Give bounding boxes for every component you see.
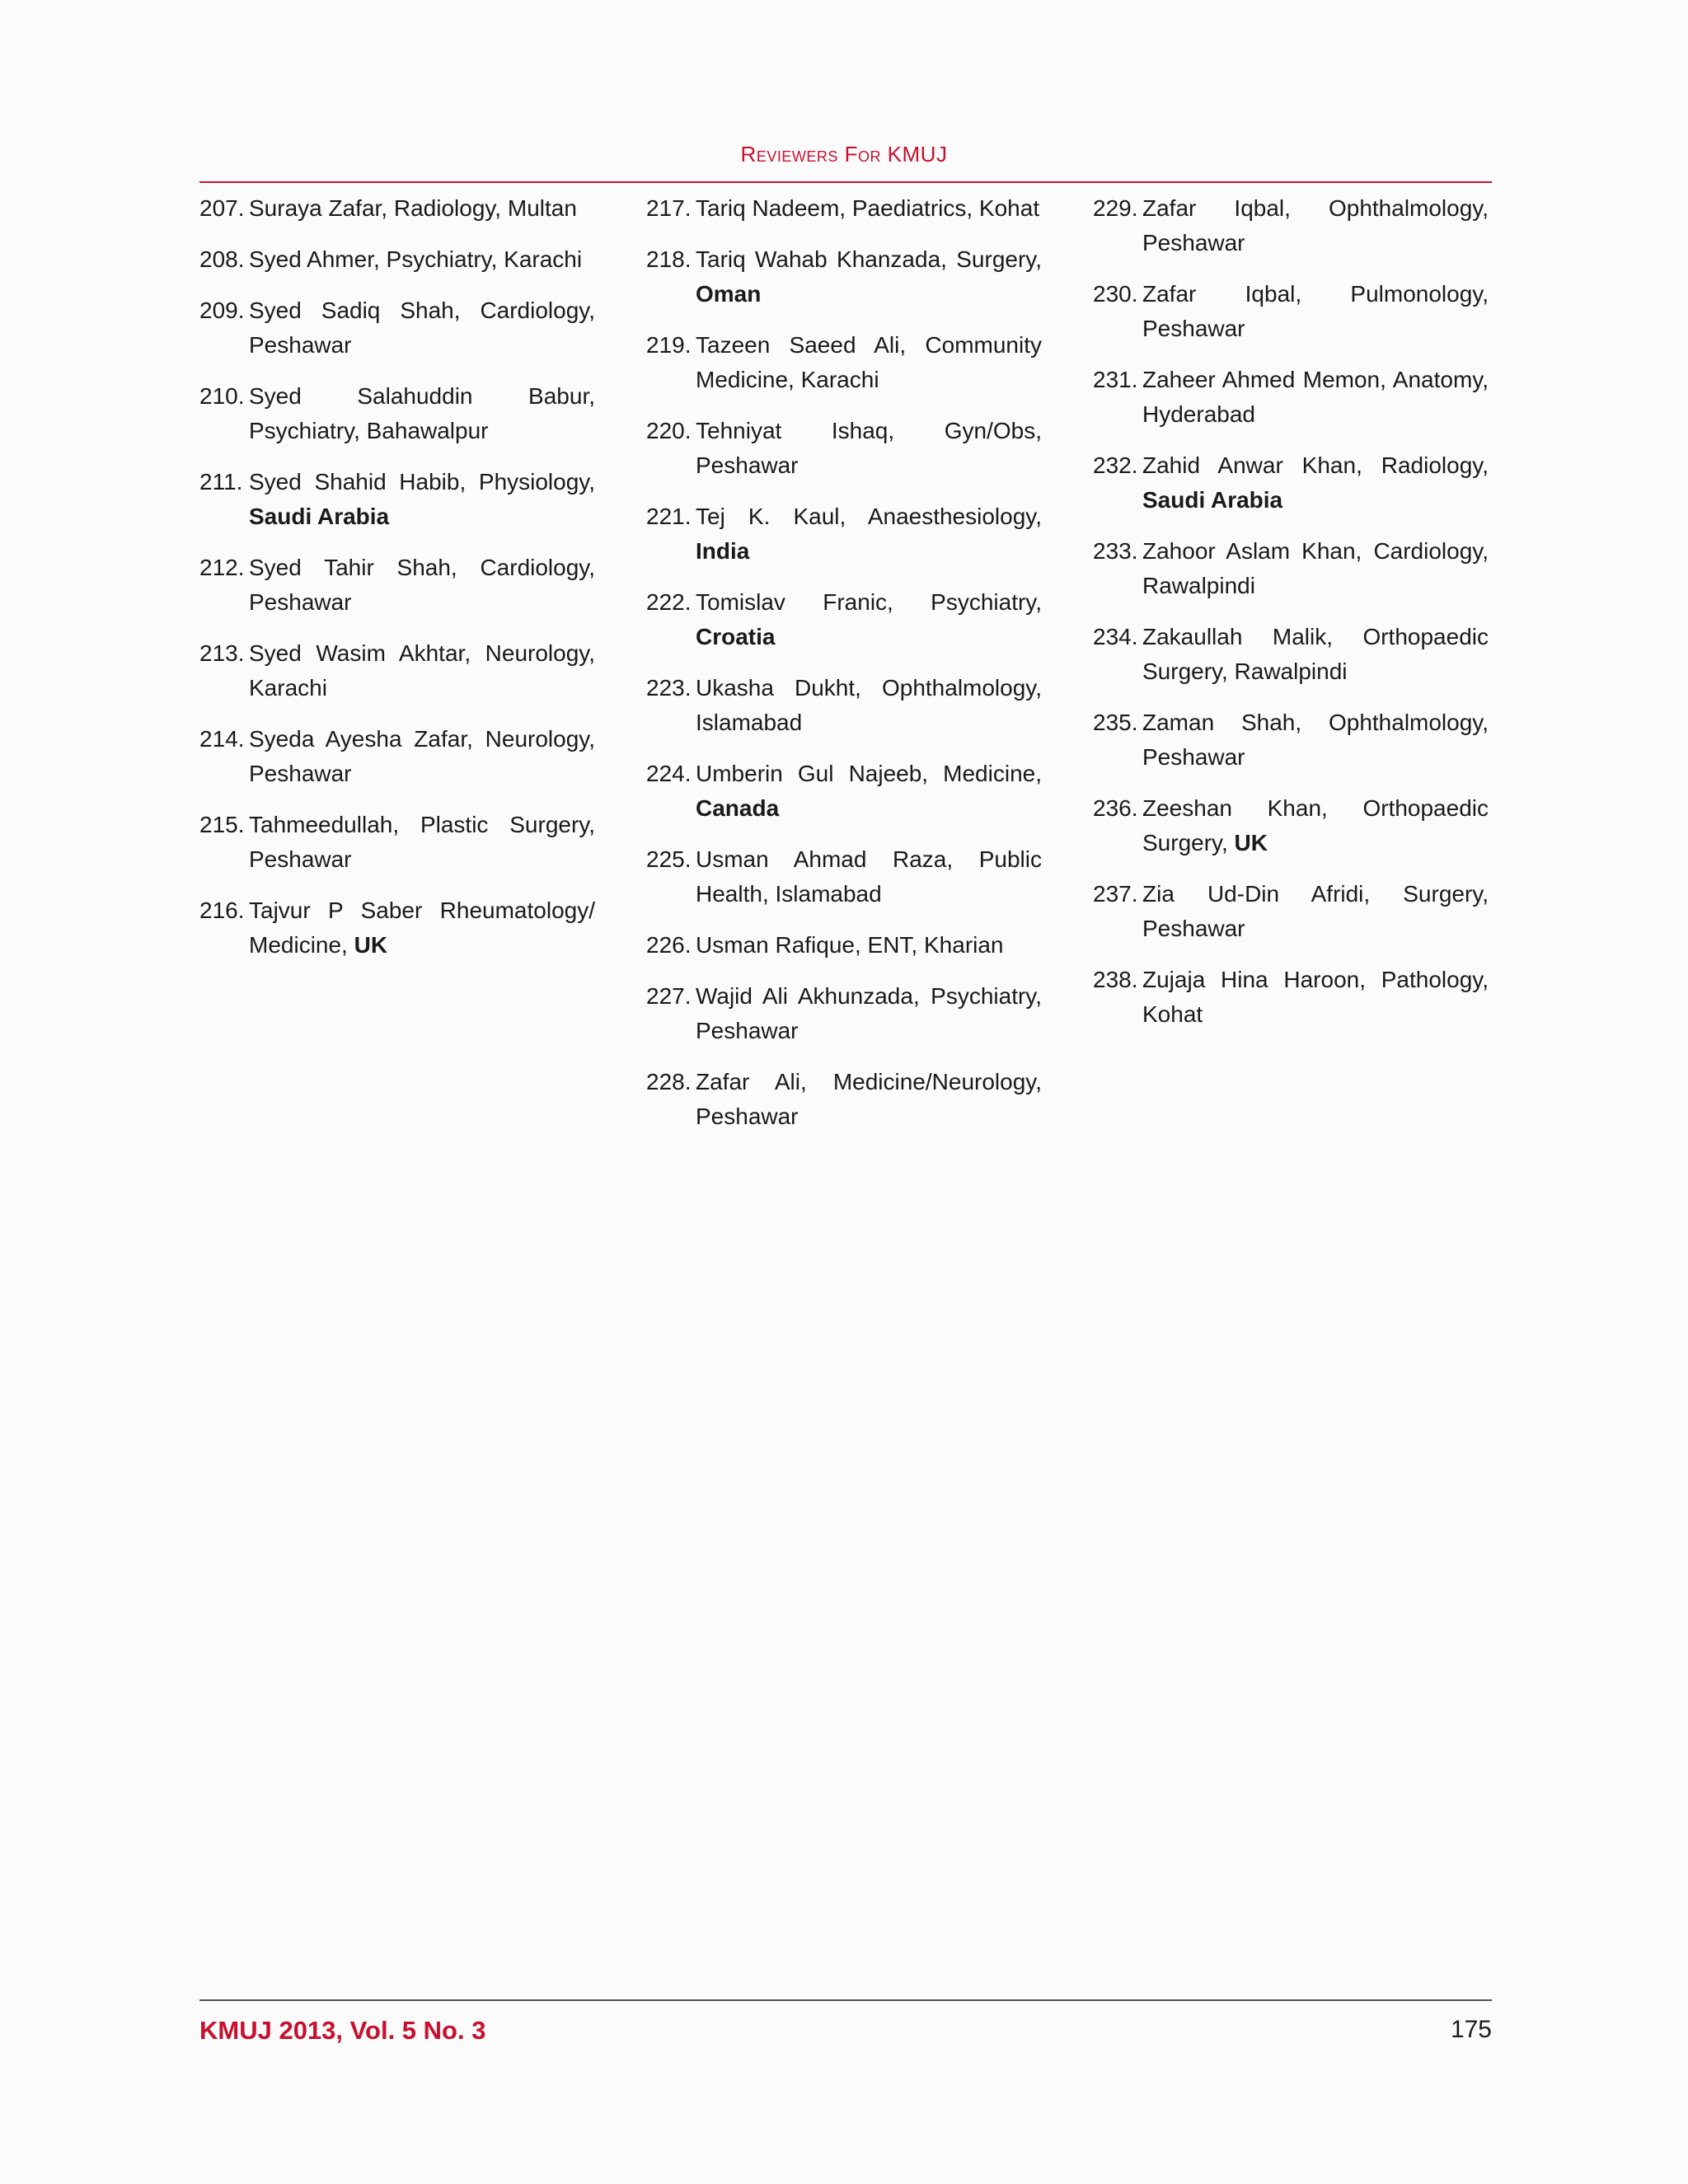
reviewer-country: UK: [354, 932, 388, 958]
entry-text: [1142, 877, 1489, 946]
entry-number: 214.: [199, 726, 245, 752]
entry-number: 228.: [646, 1069, 692, 1094]
reviewer-entry: [199, 379, 595, 448]
reviewer-entry: [1093, 534, 1489, 603]
reviewer-details: Zahid Anwar Khan, Radiology,: [1142, 452, 1489, 478]
reviewer-column-2: [646, 191, 1042, 1151]
reviewer-country: Croatia: [696, 624, 776, 649]
entry-number: 210.: [199, 383, 245, 409]
reviewer-entry: [199, 722, 595, 791]
entry-text: [249, 379, 595, 448]
reviewer-entry: [1093, 191, 1489, 260]
reviewer-entry: [646, 928, 1042, 963]
reviewer-entry: [199, 465, 595, 534]
entry-number: 216.: [199, 898, 245, 923]
reviewer-details: Usman Ahmad Raza, Public Health, Islamabad: [696, 846, 1042, 907]
reviewer-details: Tehniyat Ishaq, Gyn/Obs, Peshawar: [696, 418, 1042, 478]
entry-number: 233.: [1093, 538, 1138, 564]
entry-text: [696, 757, 1042, 826]
entry-number: 211.: [199, 469, 243, 494]
reviewer-entry: [199, 893, 595, 963]
entry-text: [696, 671, 1042, 740]
reviewer-entry: [199, 808, 595, 877]
entry-number: 208.: [199, 246, 245, 272]
reviewer-details: Zeeshan Khan, Orthopaedic Surgery,: [1142, 795, 1489, 855]
reviewer-details: Syed Ahmer, Psychiatry, Karachi: [249, 246, 583, 272]
reviewer-details: Syed Sadiq Shah, Cardiology, Peshawar: [249, 298, 595, 358]
entry-number: 229.: [1093, 195, 1138, 221]
running-header: Reviewers For KMUJ: [740, 142, 948, 166]
entry-text: [249, 242, 595, 277]
reviewer-details: Ukasha Dukht, Ophthalmology, Islamabad: [696, 675, 1042, 735]
reviewer-details: Syed Tahir Shah, Cardiology, Peshawar: [249, 555, 595, 615]
entry-number: 223.: [646, 675, 692, 701]
reviewer-country: Canada: [696, 795, 780, 821]
entry-number: 218.: [646, 246, 692, 272]
reviewer-details: Suraya Zafar, Radiology, Multan: [249, 195, 577, 221]
reviewer-details: Syed Wasim Akhtar, Neurology, Karachi: [249, 640, 595, 701]
entry-number: 232.: [1093, 452, 1138, 478]
reviewer-entry: [646, 671, 1042, 740]
reviewer-column-1: [199, 191, 595, 979]
entry-text: [1142, 448, 1489, 518]
reviewer-details: Zahoor Aslam Khan, Cardiology, Rawalpindi: [1142, 538, 1489, 598]
reviewer-entry: [646, 191, 1042, 226]
reviewer-entry: [646, 757, 1042, 826]
entry-text: [696, 1065, 1042, 1134]
entry-text: [1142, 791, 1489, 860]
reviewer-details: Zia Ud-Din Afridi, Surgery, Peshawar: [1142, 881, 1489, 941]
entry-number: 215.: [199, 812, 245, 837]
reviewer-details: Tariq Nadeem, Paediatrics, Kohat: [696, 195, 1040, 221]
reviewer-list: [199, 191, 1492, 1129]
reviewer-entry: [199, 636, 595, 705]
reviewer-entry: [646, 499, 1042, 569]
reviewer-entry: [646, 242, 1042, 312]
reviewer-entry: [1093, 363, 1489, 432]
entry-text: [249, 722, 595, 791]
entry-number: 231.: [1093, 367, 1138, 392]
reviewer-entry: [1093, 705, 1489, 775]
reviewer-details: Tazeen Saeed Ali, Community Medicine, Karachi: [696, 332, 1042, 392]
entry-text: [1142, 705, 1489, 775]
reviewer-details: Tajvur P Saber Rheumatology/ Medicine,: [249, 898, 595, 958]
entry-number: 237.: [1093, 881, 1138, 907]
entry-number: 230.: [1093, 281, 1138, 307]
reviewer-details: Zaman Shah, Ophthalmology, Peshawar: [1142, 710, 1489, 770]
reviewer-column-3: [1093, 191, 1489, 1048]
reviewer-country: Oman: [696, 281, 762, 307]
reviewer-entry: [199, 191, 595, 226]
entry-number: 222.: [646, 589, 692, 615]
reviewer-entry: [646, 328, 1042, 397]
entry-text: [696, 414, 1042, 483]
entry-text: [696, 928, 1042, 963]
entry-number: 209.: [199, 298, 245, 323]
reviewer-entry: [1093, 448, 1489, 518]
entry-number: 224.: [646, 761, 692, 786]
entry-number: 235.: [1093, 710, 1138, 735]
reviewer-entry: [199, 551, 595, 620]
entry-number: 221.: [646, 504, 692, 529]
entry-text: [1142, 620, 1489, 689]
entry-text: [696, 191, 1042, 226]
reviewer-details: Tahmeedullah, Plastic Surgery, Peshawar: [249, 812, 595, 872]
reviewer-entry: [199, 293, 595, 363]
reviewer-entry: [199, 242, 595, 277]
entry-number: 234.: [1093, 624, 1138, 649]
reviewer-details: Tomislav Franic, Psychiatry,: [696, 589, 1042, 615]
entry-text: [249, 191, 595, 226]
reviewer-country: Saudi Arabia: [249, 504, 390, 529]
entry-text: [696, 979, 1042, 1048]
reviewer-entry: [1093, 277, 1489, 346]
entry-text: [249, 808, 595, 877]
entry-number: 207.: [199, 195, 245, 221]
entry-text: [696, 328, 1042, 397]
entry-text: [1142, 534, 1489, 603]
reviewer-details: Wajid Ali Akhunzada, Psychiatry, Peshawar: [696, 983, 1042, 1043]
entry-number: 225.: [646, 846, 692, 872]
reviewer-details: Zafar Iqbal, Pulmonology, Peshawar: [1142, 281, 1489, 341]
reviewer-entry: [646, 585, 1042, 654]
reviewer-entry: [1093, 791, 1489, 860]
entry-number: 212.: [199, 555, 245, 580]
entry-number: 236.: [1093, 795, 1138, 821]
entry-text: [249, 465, 595, 534]
reviewer-details: Syed Shahid Habib, Physiology,: [249, 469, 595, 494]
entry-number: 217.: [646, 195, 692, 221]
entry-text: [1142, 277, 1489, 346]
reviewer-details: Syed Salahuddin Babur, Psychiatry, Bahawalpur: [249, 383, 595, 443]
entry-text: [696, 499, 1042, 569]
reviewer-details: Syeda Ayesha Zafar, Neurology, Peshawar: [249, 726, 595, 786]
entry-number: 227.: [646, 983, 692, 1009]
entry-text: [249, 636, 595, 705]
entry-text: [696, 585, 1042, 654]
entry-text: [249, 893, 595, 963]
reviewer-details: Zafar Ali, Medicine/Neurology, Peshawar: [696, 1069, 1042, 1129]
reviewer-entry: [1093, 620, 1489, 689]
reviewer-entry: [1093, 963, 1489, 1032]
entry-text: [249, 293, 595, 363]
reviewer-entry: [646, 1065, 1042, 1134]
reviewer-country: India: [696, 538, 750, 564]
entry-text: [1142, 191, 1489, 260]
reviewer-entry: [646, 979, 1042, 1048]
reviewer-entry: [646, 414, 1042, 483]
reviewer-details: Tej K. Kaul, Anaesthesiology,: [696, 504, 1042, 529]
reviewer-country: Saudi Arabia: [1142, 487, 1283, 513]
reviewer-details: Zafar Iqbal, Ophthalmology, Peshawar: [1142, 195, 1489, 255]
entry-number: 219.: [646, 332, 692, 358]
entry-text: [696, 242, 1042, 312]
reviewer-entry: [646, 842, 1042, 912]
entry-number: 220.: [646, 418, 692, 443]
entry-number: 238.: [1093, 967, 1138, 992]
reviewer-details: Umberin Gul Najeeb, Medicine,: [696, 761, 1042, 786]
entry-text: [1142, 363, 1489, 432]
reviewer-details: Usman Rafique, ENT, Kharian: [696, 932, 1004, 958]
journal-citation: KMUJ 2013, Vol. 5 No. 3: [199, 2016, 486, 2045]
entry-text: [249, 551, 595, 620]
reviewer-details: Tariq Wahab Khanzada, Surgery,: [696, 246, 1042, 272]
reviewer-entry: [1093, 877, 1489, 946]
reviewer-details: Zaheer Ahmed Memon, Anatomy, Hyderabad: [1142, 367, 1489, 427]
entry-text: [696, 842, 1042, 912]
header-rule: [199, 181, 1492, 183]
reviewer-details: Zakaullah Malik, Orthopaedic Surgery, Rawalpindi: [1142, 624, 1489, 684]
footer-rule: [199, 1999, 1492, 2001]
reviewer-details: Zujaja Hina Haroon, Pathology, Kohat: [1142, 967, 1489, 1027]
entry-text: [1142, 963, 1489, 1032]
entry-number: 226.: [646, 932, 692, 958]
entry-number: 213.: [199, 640, 245, 666]
page-number: 175: [1450, 2016, 1492, 2043]
reviewer-country: UK: [1234, 830, 1268, 855]
